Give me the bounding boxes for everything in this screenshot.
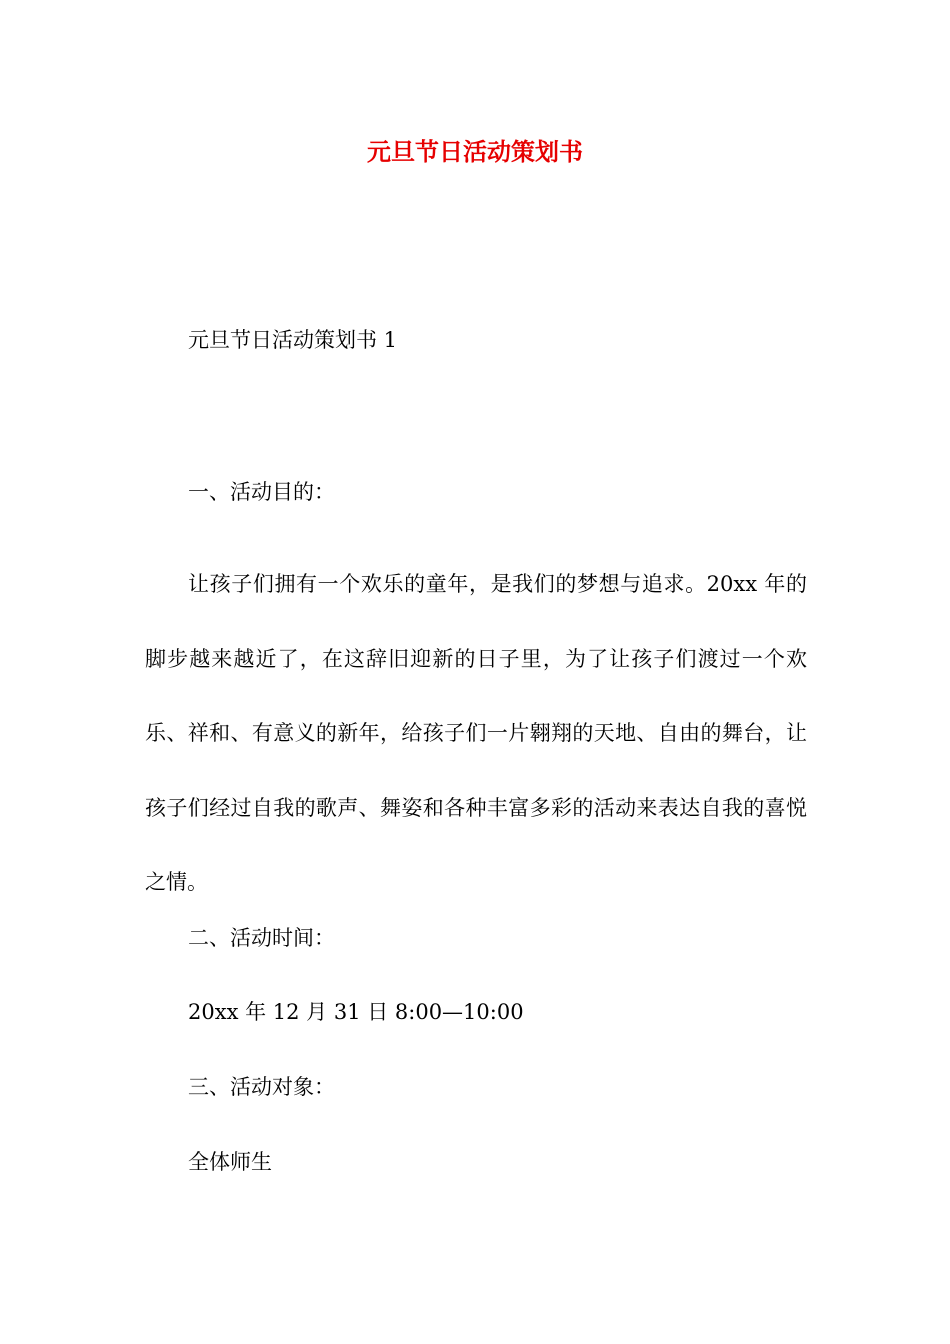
section-heading-audience: 三、活动对象：: [188, 1075, 335, 1099]
paragraph-time: 20xx 年 12 月 31 日 8:00—10:00: [188, 1000, 524, 1024]
paragraph-audience: 全体师生: [188, 1150, 272, 1174]
paragraph-purpose: 让孩子们拥有一个欢乐的童年，是我们的梦想与追求。20xx 年的脚步越来越近了，在这辞旧迎新的日子里，为了让孩子们渡过一个欢乐、祥和、有意义的新年，给孩子们一片翱翔的天地、自由的舞台，让孩子们经过自我的歌声、舞姿和各种丰富多彩的活动来表达自我的喜悦之情。: [145, 572, 807, 894]
section-heading-purpose: 一、活动目的：: [188, 480, 335, 504]
document-title: 元旦节日活动策划书: [367, 137, 583, 166]
section-heading-time: 二、活动时间：: [188, 926, 335, 950]
section-subtitle: 元旦节日活动策划书 1: [188, 328, 398, 352]
